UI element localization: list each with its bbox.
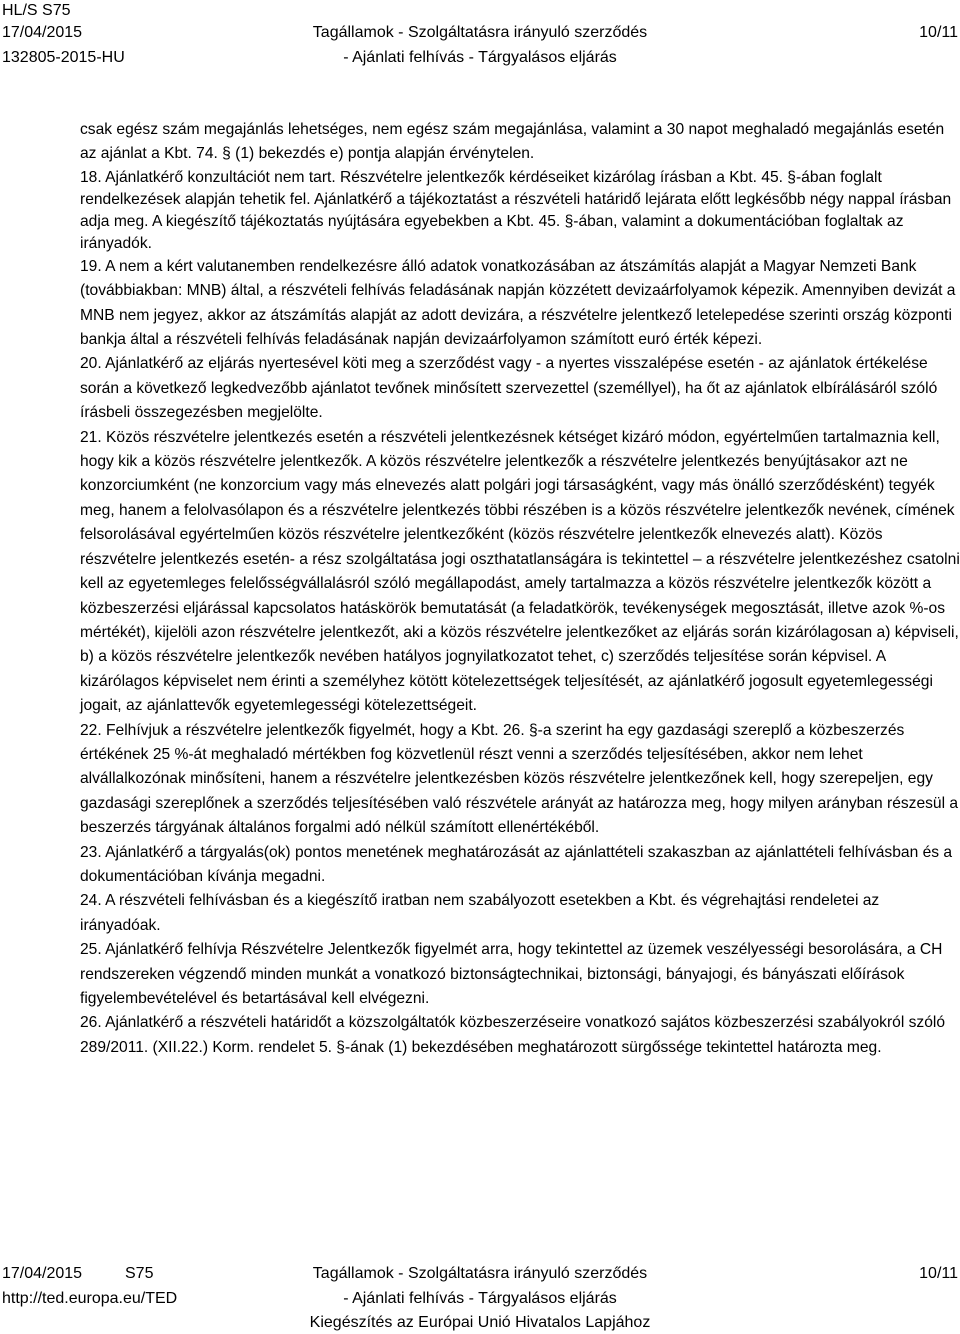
paragraph-20: 20. Ajánlatkérő az eljárás nyertesével köti meg a szerződést vagy - a nyertes visszalépése esetén - az ajánlatok értékelése során a következő legkedvezőbb ajánlatot tevőnek minősített szervezettel (személlyel), ha őt az ajánlatok elbírálásáról szóló írásbeli összegezésben megjelölte. <box>80 355 938 422</box>
document-body <box>80 118 960 1060</box>
paragraph-26: 26. Ajánlatkérő a részvételi határidőt a közszolgáltatók közbeszerzéseire vonatkozó sajátos közbeszerzési szabályokról szóló 289/2011. (XII.22.) Korm. rendelet 5. §-ának (1) bekezdésében meghatározott sürgőssége tekintettel határozta meg. <box>80 1014 946 1056</box>
header-reference: 132805-2015-HU <box>2 49 125 66</box>
paragraph-continuation: csak egész szám megajánlás lehetséges, nem egész szám megajánlása, valamint a 30 napot meghaladó megajánlás esetén az ajánlat a Kbt. 74. § (1) bekezdés e) pontja alapján érvénytelen. <box>80 121 945 163</box>
paragraph-19: 19. A nem a kért valutanemben rendelkezésre álló adatok vonatkozásában az átszámítás alapját a Magyar Nemzeti Bank (továbbiakban: MNB) által, a részvételi felhívás feladásának napján közzétett devizaárfolyamok képezik. Amennyiben devizát a MNB nem jegyez, akkor az átszámítás alapját az adott devizára, a részvételre jelentkező letelepedése szerinti ország központi bankja által a részvételi felhívás feladásának napján devizaárfolyamon számított euró érték képezi. <box>80 257 956 349</box>
paragraph-23: 23. Ajánlatkérő a tárgyalás(ok) pontos menetének meghatározását az ajánlattételi szakaszban az ajánlattételi felhívásban és a dokumentációban kívánja megadni. <box>80 843 953 885</box>
footer-title-line2: - Ajánlati felhívás - Tárgyalásos eljárás <box>343 1290 617 1307</box>
header-date: 17/04/2015 <box>2 24 83 41</box>
footer-title-line3: Kiegészítés az Európai Unió Hivatalos Lapjához <box>309 1314 651 1331</box>
header-title-line2: - Ajánlati felhívás - Tárgyalásos eljárás <box>343 49 617 66</box>
paragraph-22: 22. Felhívjuk a részvételre jelentkezők figyelmét, hogy a Kbt. 26. §-a szerint ha egy gazdasági szereplő a közbeszerzés értékének 25 %-át meghaladó mértékben fog közvetlenül részt venni a szerződés teljesítésében, akkor nem lehet alvállalkozónak minősíteni, hanem a részvételre jelentkezésben közös részvételre jelentkezőnek kell, hogy szerepeljen, egy gazdasági szereplőnek a szerződés teljesítésében való részvétele arányát az határozza meg, hogy milyen arányban részesül a beszerzés tárgyának általános forgalmi adó nélkül számított ellenértékéből. <box>80 721 959 837</box>
header-code: HL/S S75 <box>2 2 71 19</box>
paragraph-24: 24. A részvételi felhívásban és a kiegészítő iratban nem szabályozott esetekben a Kbt. és végrehajtási rendeletei az irányadóak. <box>80 892 880 934</box>
footer-date: 17/04/2015 <box>2 1265 83 1282</box>
footer-code: S75 <box>125 1265 154 1282</box>
paragraph-25: 25. Ajánlatkérő felhívja Részvételre Jelentkezők figyelmét arra, hogy tekintettel az üzemek veszélyességi besorolására, a CH rendszereken végzendő minden munkát a vonatkozó biztonságtechnikai, biztonsági, bányajogi, és bányászati előírások figyelembevételével és betartásával kell elvégezni. <box>80 941 943 1007</box>
paragraph-21: 21. Közös részvételre jelentkezés esetén a részvételi jelentkezésnek kétséget kizáró módon, egyértelműen tartalmaznia kell, hogy kik a közös részvételre jelentkezők. A közös részvételre jelentkezők a részvételre jelentkezés benyújtásakor azt ne konzorciumként (ne konzorcium vagy más elnevezés alatt polgári jogi társaságként, vagy más önálló szerződésként) tegyék meg, hanem a felolvasólapon és a részvételre jelentkezés többi részében is a közös részvételre jelentkezők nevének, címének felsorolásával egyértelműen közös részvételre jelentkezőként (közös részvételre jelentkezők elnevezés alatt). Közös részvételre jelentkezés esetén- a rész szolgáltatása jogi oszthatatlanságára is tekintettel – a részvételre jelentkezéshez csatolni kell az egyetemleges felelősségvállalásról szóló megállapodást, amely tartalmazza a közös részvételre jelentkezők között a közbeszerzési eljárással kapcsolatos hatáskörök bemutatását (a feladatkörök, tevékenységek megosztását, illetve azok %-os mértékét), kijelöli azon részvételre jelentkezőt, aki a közös részvételre jelentkezőket az eljárás során kizárólagosan a) képviseli, b) a közös részvételre jelentkezők nevében hatályos jognyilatkozatot tehet, c) szerződés teljesítése során képvisel. A kizárólagos képviselet nem érinti a személyhez kötött kötelezettségek teljesítését, az ajánlatkérő jogosult egyetemlegességi jogait, az ajánlattevők egyetemlegességi kötelezettségeit. <box>80 428 960 715</box>
header-page-number: 10/11 <box>919 24 958 41</box>
footer-page-number: 10/11 <box>919 1265 958 1282</box>
paragraph-18: 18. Ajánlatkérő konzultációt nem tart. Részvételre jelentkezők kérdéseiket kizárólag írásban a Kbt. 45. §-ában foglalt rendelkezések alapján tehetik fel. Ajánlatkérő a tájékoztatást a részvételi határidő lejárata előtt legkésőbb négy nappal írásban adja meg. A kiegészítő tájékoztatás nyújtására egyebekben a Kbt. 45. §-ában, valamint a dokumentációban foglaltak az irányadók. <box>80 168 952 252</box>
footer-title-line1: Tagállamok - Szolgáltatásra irányuló szerződés <box>312 1265 648 1282</box>
header-title-line1: Tagállamok - Szolgáltatásra irányuló szerződés <box>312 24 648 41</box>
footer-url: http://ted.europa.eu/TED <box>2 1290 178 1307</box>
